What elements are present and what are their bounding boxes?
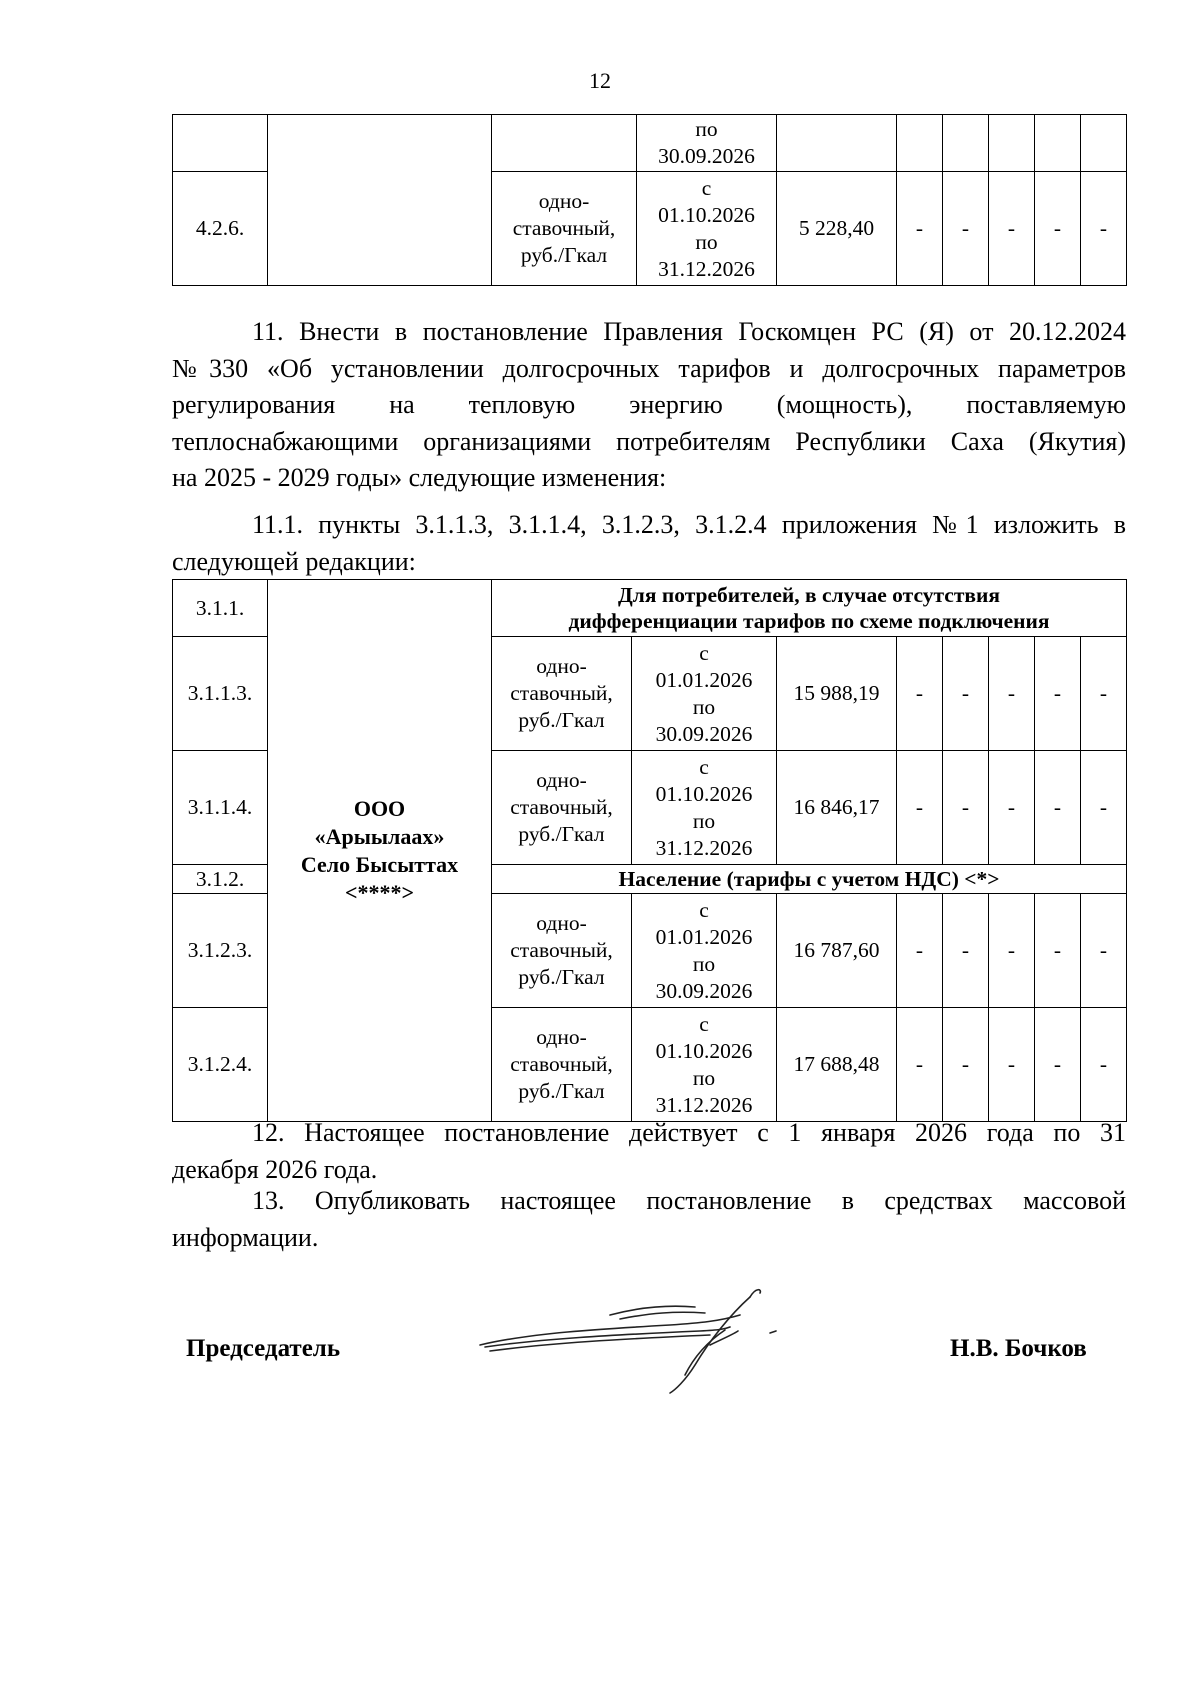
paragraph-11 [172,314,1126,497]
paragraph-line: декабря 2026 года. [172,1154,378,1184]
tariff-value: 5 228,40 [777,172,897,286]
paragraph-11-1 [172,507,1126,580]
tariff-value: 15 988,19 [777,637,897,751]
dash-cell: - [897,894,943,1008]
dash-cell: - [1081,751,1127,865]
dash-cell [1081,115,1127,172]
tariff-value: 17 688,48 [777,1008,897,1122]
paragraph-line: на 2025 - 2029 годы» следующие изменения: [172,463,667,492]
dash-cell: - [943,751,989,865]
dash-cell: - [1035,172,1081,286]
paragraph-line: информации. [172,1222,319,1252]
paragraph-line: регулирования на тепловую энергию (мощность), поставляемую [172,390,1126,419]
signature-name: Н.В. Бочков [950,1335,1087,1362]
dash-cell: - [989,751,1035,865]
dash-cell: - [897,751,943,865]
tariff-value: 16 846,17 [777,751,897,865]
dash-cell: - [989,894,1035,1008]
paragraph-line: 12. Настоящее постановление действует с 1 января 2026 года по 31 [252,1118,1126,1147]
signature-title: Председатель [186,1335,341,1362]
paragraph-line: теплоснабжающими организациями потребителям Республики Саха (Якутия) [172,426,1126,456]
dash-cell: - [1081,894,1127,1008]
dash-cell: - [897,172,943,286]
organization-cell: ООО «Арыылаах» Село Бысыттах <****> [268,580,492,1122]
section-header: Население (тарифы с учетом НДС) <*> [492,865,1127,894]
dash-cell: - [897,637,943,751]
row-code [173,115,268,172]
paragraph-line: 13. Опубликовать настоящее постановление в средствах массовой [252,1186,1126,1215]
dash-cell: - [1081,637,1127,751]
row-code: 3.1.1.4. [173,751,268,865]
tariff-type: одно- ставочный, руб./Гкал [492,894,632,1008]
dash-cell: - [1081,172,1127,286]
dash-cell: - [989,637,1035,751]
tariff-type: одно- ставочный, руб./Гкал [492,172,637,286]
paragraph-line: следующей редакции: [172,546,416,576]
tariff-type [492,115,637,172]
period: с 01.01.2026 по 30.09.2026 [632,637,777,751]
dash-cell: - [1035,1008,1081,1122]
section-header-row [173,580,1127,637]
row-code: 4.2.6. [173,172,268,286]
dash-cell: - [989,172,1035,286]
page-number: 12 [589,68,611,93]
period: с 01.10.2026 по 31.12.2026 [632,751,777,865]
section-code: 3.1.1. [173,580,268,637]
dash-cell [943,115,989,172]
row-code: 3.1.2.4. [173,1008,268,1122]
tariff-type: одно- ставочный, руб./Гкал [492,1008,632,1122]
dash-cell: - [943,894,989,1008]
tariff-type: одно- ставочный, руб./Гкал [492,637,632,751]
period: с 01.10.2026 по 31.12.2026 [632,1008,777,1122]
paragraph-13 [172,1183,1126,1256]
section-header: Для потребителей, в случае отсутствия дифференциации тарифов по схеме подключения [492,580,1127,637]
dash-cell: - [1035,894,1081,1008]
tariff-table [172,579,1127,1122]
tariff-table-continuation [172,114,1127,286]
dash-cell: - [1035,637,1081,751]
paragraph-12 [172,1115,1126,1188]
period: с 01.01.2026 по 30.09.2026 [632,894,777,1008]
row-code: 3.1.2.3. [173,894,268,1008]
dash-cell: - [1035,751,1081,865]
tariff-value: 16 787,60 [777,894,897,1008]
dash-cell [897,115,943,172]
dash-cell: - [943,1008,989,1122]
row-code: 3.1.1.3. [173,637,268,751]
dash-cell: - [1081,1008,1127,1122]
period: по 30.09.2026 [637,115,777,172]
dash-cell: - [989,1008,1035,1122]
dash-cell: - [897,1008,943,1122]
handwritten-signature [470,1285,800,1395]
tariff-value [777,115,897,172]
dash-cell: - [943,172,989,286]
organization-cell [268,115,492,286]
period: с 01.10.2026 по 31.12.2026 [637,172,777,286]
paragraph-line: №330 «Об установлении долгосрочных тарифов и долгосрочных параметров [172,353,1126,383]
paragraph-line: 11. Внести в постановление Правления Госкомцен РС (Я) от 20.12.2024 [252,317,1126,346]
paragraph-line: 11.1. пункты 3.1.1.3, 3.1.1.4, 3.1.2.3, 3.1.2.4 приложения №1 изложить в [252,510,1126,539]
section-code: 3.1.2. [173,865,268,894]
dash-cell [1035,115,1081,172]
dash-cell: - [943,637,989,751]
tariff-type: одно- ставочный, руб./Гкал [492,751,632,865]
table-row [173,115,1127,172]
dash-cell [989,115,1035,172]
